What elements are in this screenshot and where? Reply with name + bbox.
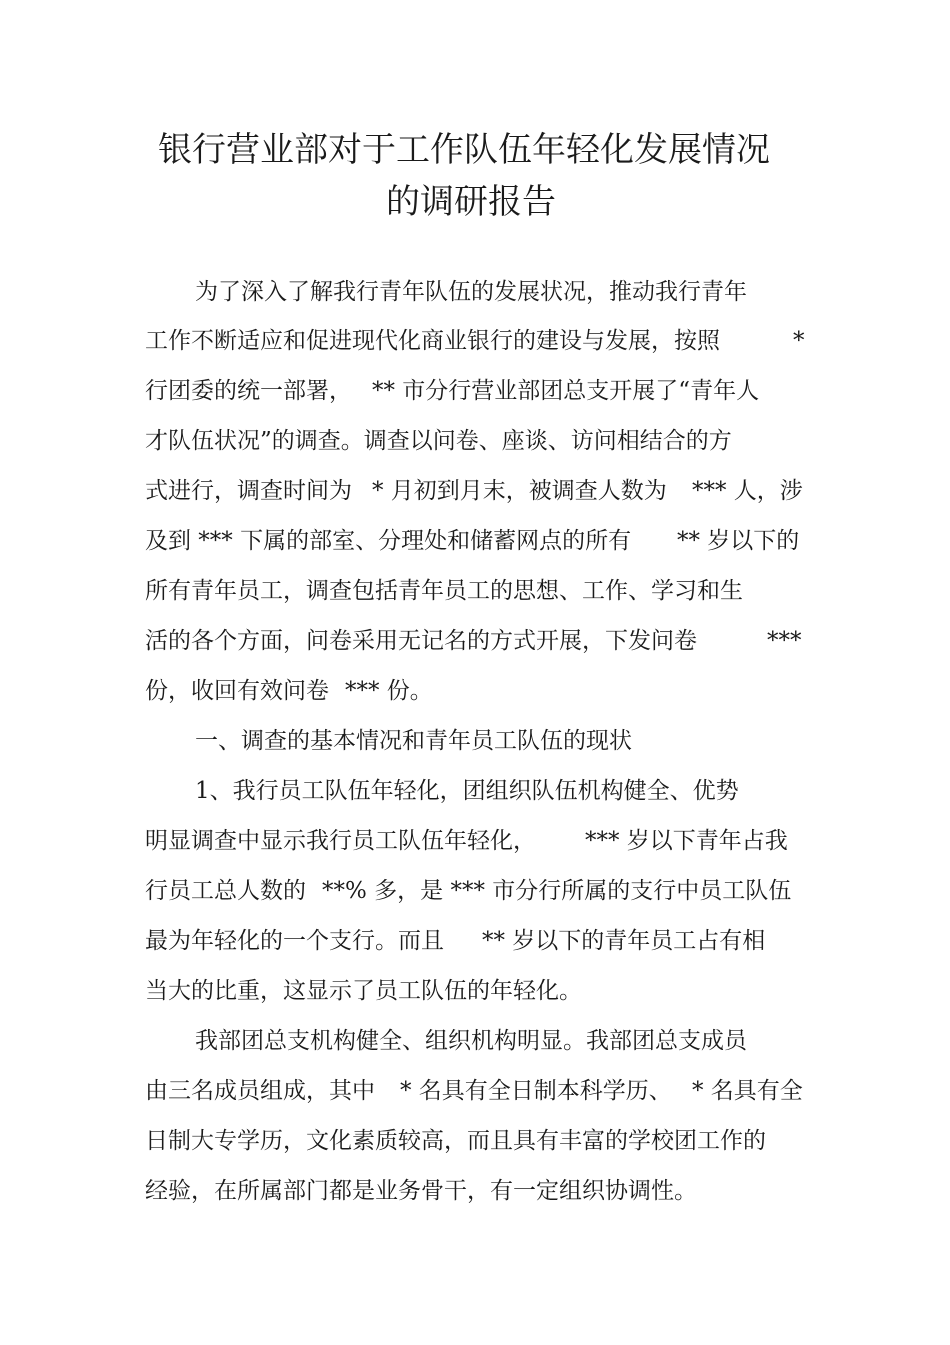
section-heading-1 bbox=[195, 724, 805, 758]
text-segment: * 名具有全 bbox=[692, 1078, 803, 1104]
text-segment: **% 多，是 *** 市分行所属的支行中员工队伍 bbox=[322, 878, 792, 904]
paragraph-1-line-1 bbox=[195, 275, 805, 309]
text-segment: 才队伍状况”的调查。调查以问卷、座谈、访问相结合的方 bbox=[145, 428, 732, 454]
text-segment: 行团委的统一部署， bbox=[145, 378, 352, 404]
paragraph-1-line-3 bbox=[145, 374, 805, 408]
paragraph-2-line-1 bbox=[195, 774, 805, 808]
text-segment: *** 岁以下青年占我 bbox=[585, 828, 788, 854]
text-segment: 最为年轻化的一个支行。而且 bbox=[145, 928, 444, 954]
text-segment: 明显调查中显示我行员工队伍年轻化， bbox=[145, 828, 536, 854]
text-segment: 行员工总人数的 bbox=[145, 878, 306, 904]
paragraph-2-line-4 bbox=[145, 924, 805, 958]
text-segment: * 名具有全日制本科学历、 bbox=[400, 1078, 672, 1104]
text-segment: * 月初到月末，被调查人数为 bbox=[372, 478, 667, 504]
text-segment: 由三名成员组成，其中 bbox=[145, 1078, 375, 1104]
text-segment: ** 岁以下的 bbox=[677, 528, 800, 554]
paragraph-2-line-2 bbox=[145, 824, 805, 858]
text-segment: 一、调查的基本情况和青年员工队伍的现状 bbox=[195, 728, 632, 754]
text-segment: 份，收回有效问卷 bbox=[145, 678, 329, 704]
text-segment: 为了深入了解我行青年队伍的发展状况，推动我行青年 bbox=[195, 279, 747, 305]
text-segment: 我部团总支机构健全、组织机构明显。我部团总支成员 bbox=[195, 1028, 747, 1054]
text-segment: *** 份。 bbox=[345, 678, 433, 704]
text-segment: 1、我行员工队伍年轻化，团组织队伍机构健全、优势 bbox=[195, 778, 739, 804]
document-title-line-2: 的调研报告 bbox=[386, 182, 556, 222]
paragraph-1-line-9 bbox=[145, 674, 805, 708]
paragraph-3-line-3 bbox=[145, 1124, 805, 1158]
text-segment: ** 市分行营业部团总支开展了“青年人 bbox=[372, 378, 760, 404]
text-segment: 所有青年员工，调查包括青年员工的思想、工作、学习和生 bbox=[145, 578, 743, 604]
paragraph-3-line-2 bbox=[145, 1074, 805, 1108]
text-segment: * bbox=[793, 328, 805, 354]
text-segment: 经验，在所属部门都是业务骨干，有一定组织协调性。 bbox=[145, 1178, 697, 1204]
text-segment: 日制大专学历，文化素质较高，而且具有丰富的学校团工作的 bbox=[145, 1128, 766, 1154]
paragraph-1-line-8 bbox=[145, 624, 805, 658]
document-title-line-1: 银行营业部对于工作队伍年轻化发展情况 bbox=[158, 130, 770, 170]
paragraph-3-line-4 bbox=[145, 1174, 805, 1208]
paragraph-2-line-5 bbox=[145, 974, 805, 1008]
text-segment: 活的各个方面，问卷采用无记名的方式开展，下发问卷 bbox=[145, 628, 697, 654]
paragraph-1-line-6 bbox=[145, 524, 805, 558]
paragraph-1-line-7 bbox=[145, 574, 805, 608]
text-segment: ** 岁以下的青年员工占有相 bbox=[482, 928, 766, 954]
text-segment: *** 人，涉 bbox=[692, 478, 803, 504]
paragraph-3-line-1 bbox=[195, 1024, 805, 1058]
text-segment: 式进行，调查时间为 bbox=[145, 478, 352, 504]
text-segment: 及到 *** 下属的部室、分理处和储蓄网点的所有 bbox=[145, 528, 632, 554]
paragraph-2-line-3 bbox=[145, 874, 805, 908]
paragraph-1-line-2 bbox=[145, 324, 805, 358]
text-segment: 工作不断适应和促进现代化商业银行的建设与发展，按照 bbox=[145, 328, 720, 354]
text-segment: *** bbox=[767, 628, 802, 654]
paragraph-1-line-4 bbox=[145, 424, 805, 458]
paragraph-1-line-5 bbox=[145, 474, 805, 508]
text-segment: 当大的比重，这显示了员工队伍的年轻化。 bbox=[145, 978, 582, 1004]
